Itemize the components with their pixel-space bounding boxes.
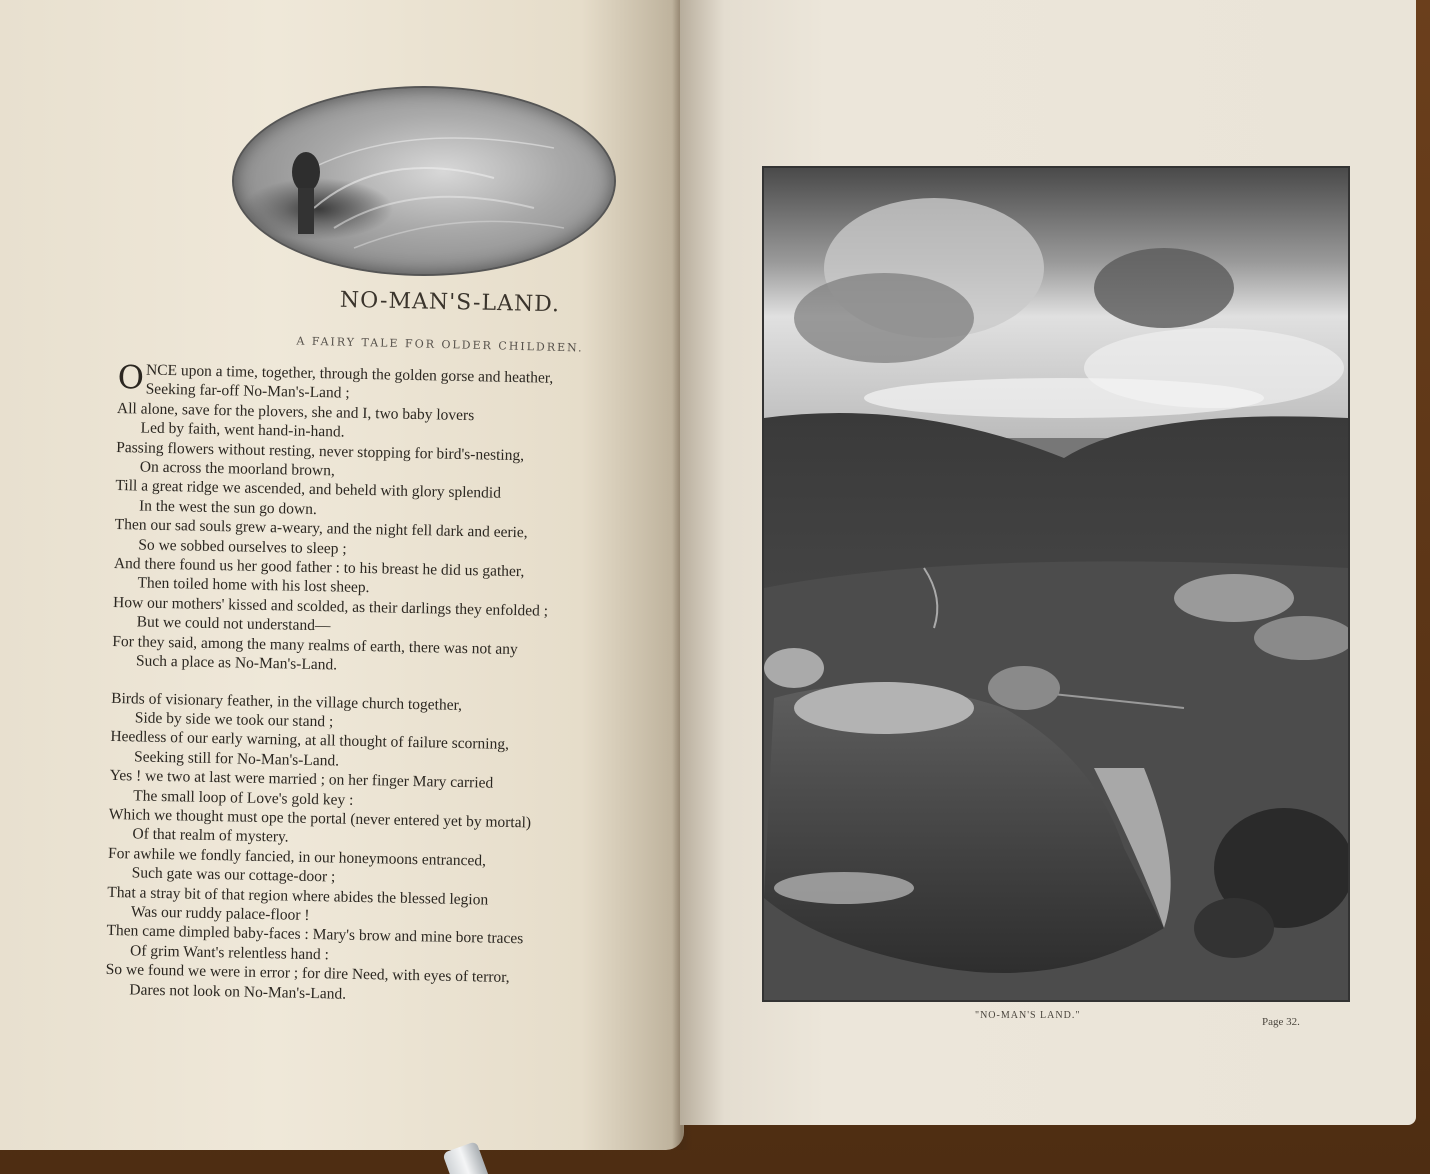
poem-line: Birds of visionary feather, in the village church together, [111, 689, 463, 714]
poem-line: Seeking far-off No-Man's-Land ; [145, 380, 350, 403]
page-number: Page 32. [1262, 1016, 1300, 1028]
poem-line: Yes ! we two at last were married ; on her finger Mary carried [109, 767, 494, 792]
poem-line: But we could not understand— [136, 613, 331, 635]
plate-caption: "NO-MAN'S LAND." [975, 1010, 1081, 1021]
poem-body [105, 360, 648, 1010]
poem-line: Such gate was our cottage-door ; [131, 864, 336, 886]
poem-line: Then our sad souls grew a-weary, and the night fell dark and eerie, [114, 516, 528, 542]
drop-cap: O [117, 358, 145, 397]
poem-line: Which we thought must ope the portal (never entered yet by mortal) [108, 805, 532, 832]
poem-line: Of grim Want's relentless hand : [129, 942, 330, 964]
poem-line: So we sobbed ourselves to sleep ; [138, 536, 347, 558]
poem-line: Passing flowers without resting, never stopping for bird's-nesting, [116, 438, 525, 464]
poem-subtitle: A FAIRY TALE FOR OLDER CHILDREN. [296, 334, 584, 355]
poem-line: All alone, save for the plovers, she and I, two baby lovers [116, 399, 475, 424]
poem-title: NO-MAN'S-LAND. [339, 287, 561, 318]
moorland-engraving [764, 168, 1348, 1000]
poem-line: Of that realm of mystery. [132, 825, 289, 846]
poem-line: How our mothers' kissed and scolded, as their darlings they enfolded ; [112, 593, 549, 620]
poem-line: Heedless of our early warning, at all thought of failure scorning, [110, 728, 510, 754]
poem-line: In the west the sun go down. [138, 497, 318, 518]
poem-line: Then toiled home with his lost sheep. [137, 574, 370, 597]
poem-line: That a stray bit of that region where abides the blessed legion [107, 883, 489, 909]
poem-line: NCE upon a time, together, through the golden gorse and heather, [145, 361, 554, 387]
poem-line: For they said, among the many realms of earth, there was not any [112, 632, 518, 658]
vignette-engraving [234, 88, 614, 274]
poem-line: Then came dimpled baby-faces : Mary's brow and mine bore traces [106, 922, 524, 948]
poem-line: Was our ruddy palace-floor ! [130, 903, 310, 924]
poem-line: So we found we were in error ; for dire Need, with eyes of terror, [105, 961, 510, 987]
poem-line: Such a place as No-Man's-Land. [135, 652, 338, 674]
left-page [0, 0, 684, 1150]
poem-line: Till a great ridge we ascended, and beheld with glory splendid [115, 477, 502, 503]
stanza-1 [112, 379, 648, 681]
engraved-plate-moorland [762, 166, 1350, 1002]
stanza-2 [105, 688, 641, 1009]
poem-line: And there found us her good father : to his breast he did us gather, [113, 555, 525, 581]
poem-line: Dares not look on No-Man's-Land. [129, 980, 347, 1003]
poem-line: Seeking still for No-Man's-Land. [133, 748, 340, 770]
poem-line: For awhile we fondly fancied, in our honeymoons entranced, [107, 844, 487, 870]
poem-line: Side by side we took our stand ; [134, 709, 334, 731]
poem-line: The small loop of Love's gold key : [133, 786, 354, 809]
vignette-illustration [232, 86, 616, 276]
poem-line: Led by faith, went hand-in-hand. [140, 419, 345, 441]
poem-line: On across the moorland brown, [139, 458, 335, 480]
